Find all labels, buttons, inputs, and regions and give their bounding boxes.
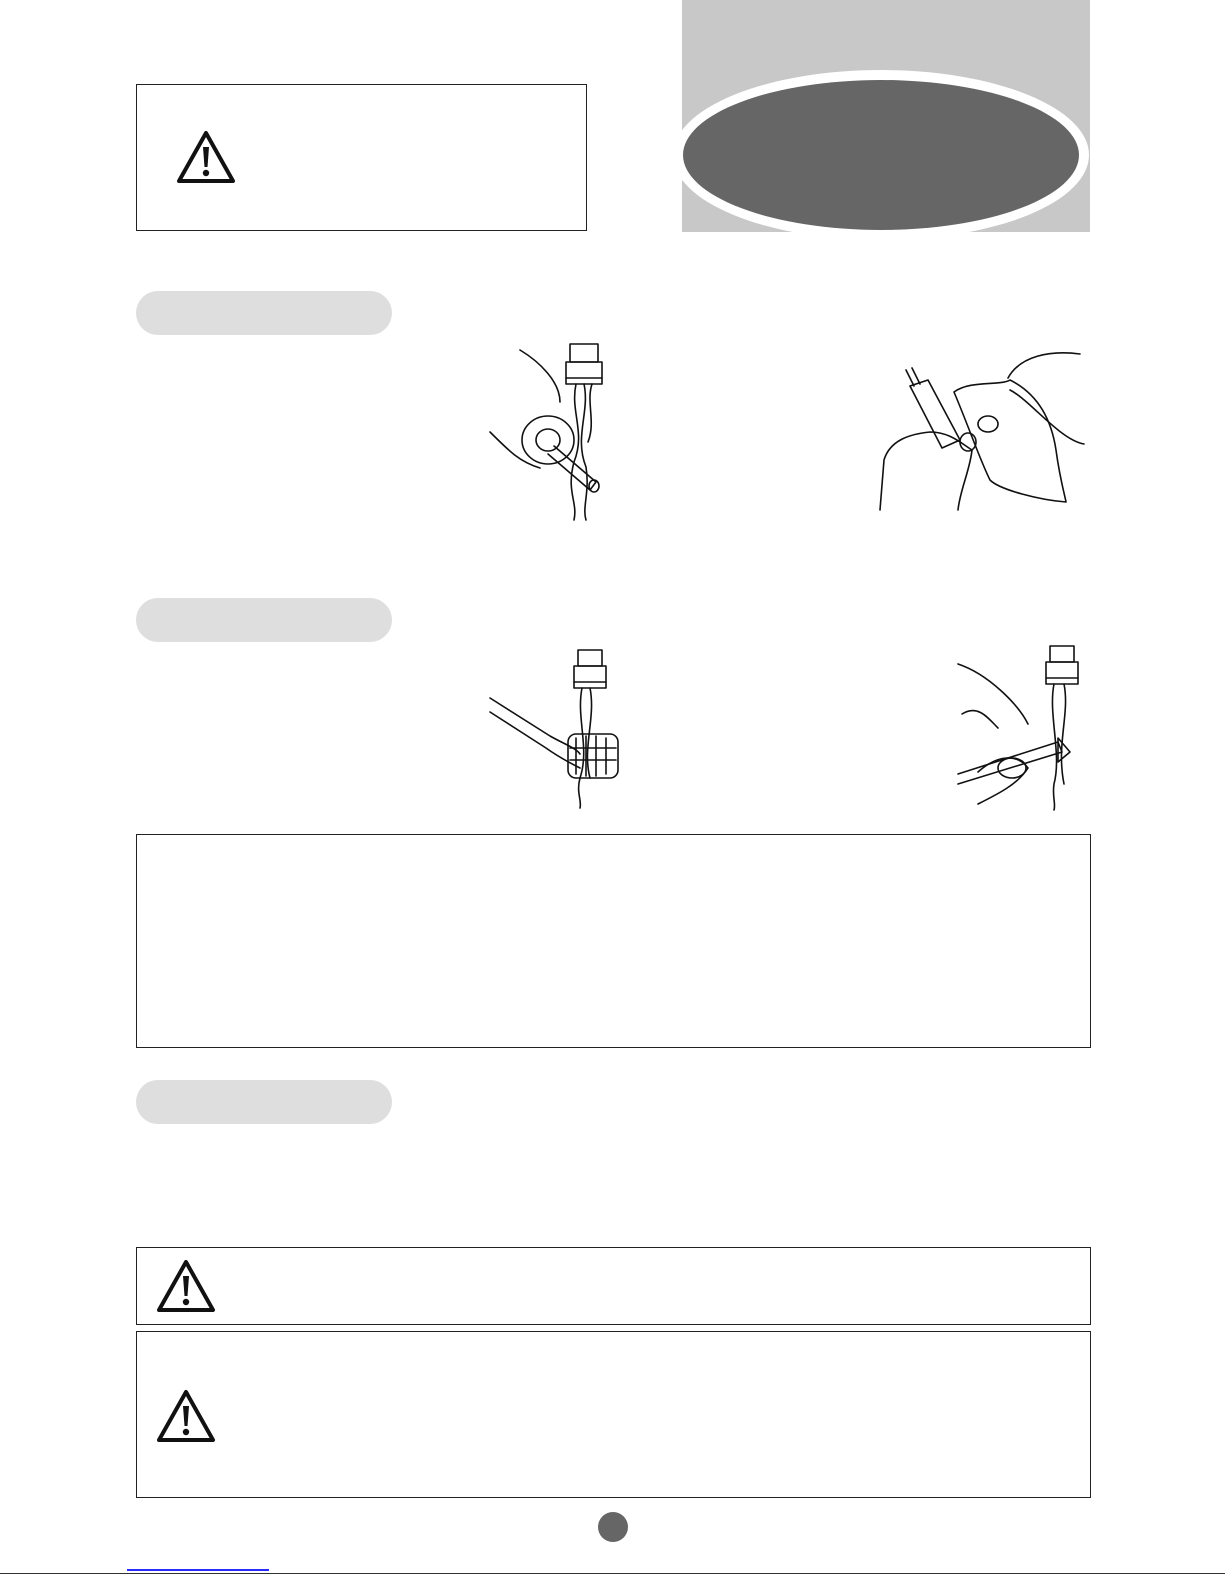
middle-notice-box [136,834,1091,1048]
warning-box-2 [136,1247,1091,1325]
page-number-dot [598,1512,628,1542]
rinse-flat-tip-illustration [958,644,1098,812]
chapter-header-tab [682,0,1090,232]
top-warning-box [136,84,587,231]
wipe-handle-illustration [880,350,1090,520]
section-3-heading-pill [136,1080,392,1124]
footer-link-underline[interactable] [127,1569,269,1571]
rinse-attachment-illustration [490,342,650,522]
section-2-heading-pill [136,598,392,642]
rinse-brush-head-illustration [490,648,650,808]
warning-triangle-icon [155,1388,217,1444]
chapter-header-ellipse [682,0,1090,232]
footer-rule [0,1573,1225,1574]
warning-box-3 [136,1331,1091,1498]
warning-triangle-icon [175,129,237,185]
warning-triangle-icon [155,1258,217,1314]
section-1-heading-pill [136,291,392,335]
